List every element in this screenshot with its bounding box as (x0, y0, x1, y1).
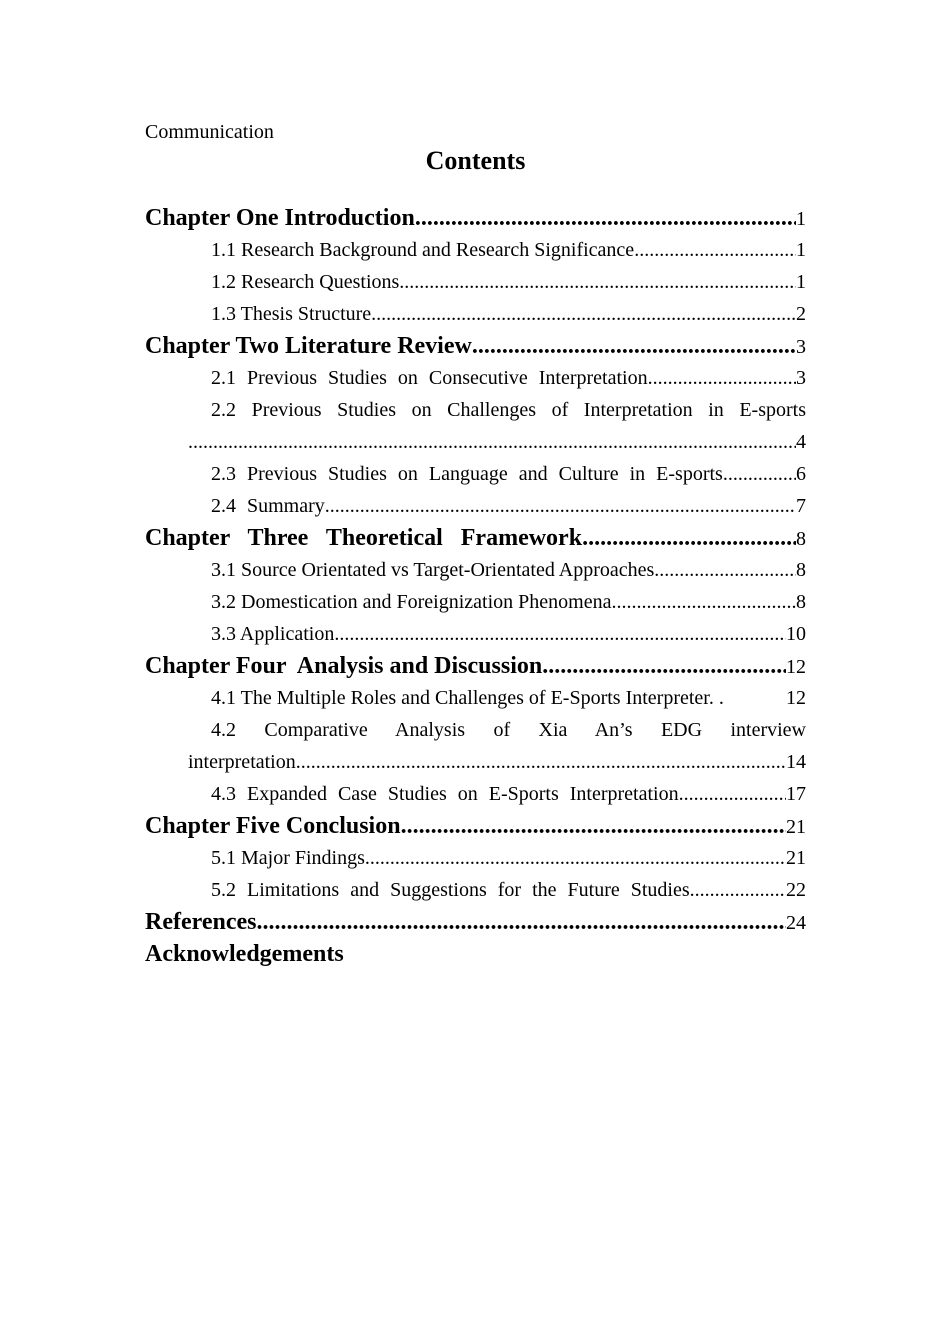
toc-section-1-2[interactable] (145, 266, 806, 298)
toc-entry-label: Chapter Four Analysis and Discussion (145, 653, 543, 679)
leader-dots (611, 586, 796, 618)
toc-page-number: 10 (786, 623, 806, 645)
leader-dots (296, 746, 786, 778)
toc-references[interactable] (145, 906, 806, 938)
leader-dots (325, 490, 796, 522)
toc-page-number: 17 (786, 783, 806, 805)
toc-entry-label: 2.4 Summary (211, 495, 325, 517)
toc-section-2-2-line1[interactable] (145, 394, 806, 426)
toc-page-number: 2 (796, 303, 806, 325)
toc-entry-label: Chapter Three Theoretical Framework (145, 525, 583, 551)
toc-page-number: 8 (796, 591, 806, 613)
leader-dots (654, 554, 796, 586)
toc-section-2-4[interactable] (145, 490, 806, 522)
toc-entry-label: Chapter Five Conclusion (145, 813, 401, 839)
toc-section-1-3[interactable] (145, 298, 806, 330)
toc-section-2-3[interactable] (145, 458, 806, 490)
toc-page-number: 22 (786, 879, 806, 901)
toc-entry-label: 4.2 Comparative Analysis of Xia An’s EDG interview (211, 719, 806, 741)
leader-dots (399, 266, 796, 298)
leader-dots (582, 522, 796, 554)
toc-entry-label: 2.3 Previous Studies on Language and Culture in E-sports (211, 463, 723, 485)
toc-page-number: 3 (796, 336, 806, 358)
toc-chapter-one[interactable] (145, 202, 806, 234)
toc-entry-label: 5.2 Limitations and Suggestions for the Future Studies (211, 879, 690, 901)
toc-entry-label: 2.2 Previous Studies on Challenges of Interpretation in E-sports (211, 399, 806, 421)
toc-entry-label: 1.1 Research Background and Research Significance (211, 239, 635, 261)
toc-section-4-2-line2[interactable] (145, 746, 806, 778)
toc-page-number: 12 (786, 687, 806, 709)
toc-entry-label: 3.1 Source Orientated vs Target-Orientated Approaches (211, 559, 655, 581)
leader-dots (415, 202, 796, 234)
toc-entry-label: 1.3 Thesis Structure (211, 303, 372, 325)
toc-entry-label: Chapter Two Literature Review (145, 333, 472, 359)
leader-dots (723, 458, 796, 490)
toc-page-number: 12 (786, 656, 806, 678)
toc-page-number: 3 (796, 367, 806, 389)
toc-entry-label: 4.3 Expanded Case Studies on E-Sports Interpretation (211, 783, 679, 805)
toc-section-3-2[interactable] (145, 586, 806, 618)
toc-chapter-four[interactable] (145, 650, 806, 682)
toc-page-number: 7 (796, 495, 806, 517)
leader-dots (634, 234, 796, 266)
toc-page-number: 1 (796, 208, 806, 230)
toc-chapter-five[interactable] (145, 810, 806, 842)
running-header: Communication (145, 121, 274, 143)
toc-acknowledgements[interactable] (145, 938, 806, 970)
toc-page-number: 21 (786, 847, 806, 869)
toc-page (145, 120, 806, 970)
toc-entry-label: Acknowledgements (145, 941, 344, 967)
toc-section-3-3[interactable] (145, 618, 806, 650)
toc-section-2-2-line2[interactable] (145, 426, 806, 458)
table-of-contents (145, 202, 806, 970)
toc-page-number: 14 (786, 751, 806, 773)
leader-dots (257, 906, 787, 938)
toc-section-4-1[interactable] (145, 682, 806, 714)
toc-section-2-1[interactable] (145, 362, 806, 394)
leader-dots (542, 650, 786, 682)
toc-page-number: 24 (786, 912, 806, 934)
toc-section-4-3[interactable] (145, 778, 806, 810)
toc-section-3-1[interactable] (145, 554, 806, 586)
toc-chapter-two[interactable] (145, 330, 806, 362)
toc-entry-label: References (145, 909, 257, 935)
leader-dots (472, 330, 796, 362)
leader-dots (679, 778, 786, 810)
toc-entry-label: 3.3 Application (211, 623, 335, 645)
toc-entry-label: 3.2 Domestication and Foreignization Phenomena (211, 591, 612, 613)
toc-page-number: 8 (796, 559, 806, 581)
toc-entry-label: Chapter One Introduction (145, 205, 415, 231)
toc-page-number: 6 (796, 463, 806, 485)
leader-dots (188, 426, 796, 458)
toc-entry-label: 1.2 Research Questions (211, 271, 400, 293)
toc-entry-label: 2.1 Previous Studies on Consecutive Interpretation (211, 367, 648, 389)
leader-dots (371, 298, 796, 330)
leader-dots (334, 618, 786, 650)
toc-section-1-1[interactable] (145, 234, 806, 266)
toc-page-number: 21 (786, 816, 806, 838)
toc-page-number: 1 (796, 271, 806, 293)
leader-dots (648, 362, 796, 394)
toc-page-number: 4 (796, 431, 806, 453)
toc-entry-label-continued: interpretation (188, 751, 296, 773)
leader-dots (690, 874, 786, 906)
toc-section-4-2-line1[interactable] (145, 714, 806, 746)
leader-dots (401, 810, 786, 842)
toc-section-5-1[interactable] (145, 842, 806, 874)
toc-page-number: 8 (796, 528, 806, 550)
toc-page-number: 1 (796, 239, 806, 261)
toc-section-5-2[interactable] (145, 874, 806, 906)
toc-chapter-three[interactable] (145, 522, 806, 554)
toc-entry-label: 5.1 Major Findings (211, 847, 365, 869)
toc-entry-label: 4.1 The Multiple Roles and Challenges of E-Sports Interpreter. . (211, 687, 724, 709)
leader-dots (365, 842, 786, 874)
page-title: Contents (425, 146, 526, 175)
